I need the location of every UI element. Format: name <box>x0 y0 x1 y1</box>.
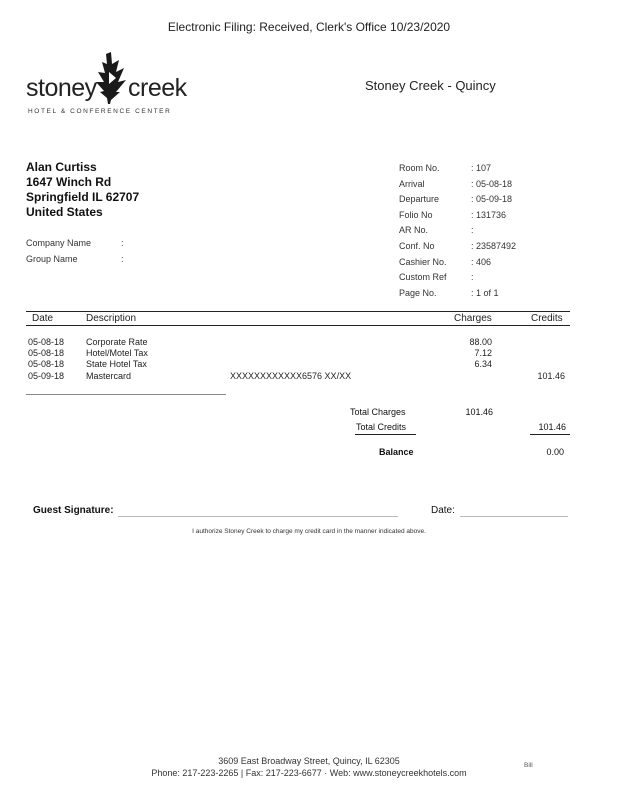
guest-signature-label: Guest Signature: <box>33 505 114 516</box>
row-charges: 6.34 <box>474 359 492 369</box>
info-label: Conf. No <box>399 240 435 251</box>
total-credits-value-underline <box>530 434 570 435</box>
group-name-row <box>26 254 124 264</box>
folio-info-row <box>399 270 516 286</box>
info-label: Arrival <box>399 178 425 189</box>
company-name-label: Company Name <box>26 238 92 248</box>
footer-contact: Phone: 217-223-2265 | Fax: 217-223-6677 · Web: www.stoneycreekhotels.com <box>151 768 467 778</box>
row-description: Mastercard <box>86 371 132 381</box>
company-name-separator: : <box>121 238 124 248</box>
folio-info-row <box>399 255 516 271</box>
company-name-row <box>26 238 124 248</box>
row-charges: 88.00 <box>469 337 492 347</box>
header-divider-top <box>26 311 570 312</box>
info-value: : <box>471 225 474 236</box>
folio-info-row <box>399 177 516 193</box>
column-header-charges: Charges <box>454 313 492 324</box>
column-header-description: Description <box>86 313 137 324</box>
info-value: : <box>471 272 474 283</box>
info-label: Custom Ref <box>399 272 447 283</box>
folio-info-row <box>399 239 516 255</box>
filing-stamp: Electronic Filing: Received, Clerk's Office 10/23/2020 <box>167 20 451 34</box>
total-credits-label: Total Credits <box>356 422 407 432</box>
total-charges-label: Total Charges <box>350 407 406 417</box>
info-label: Room No. <box>399 163 440 173</box>
group-name-label: Group Name <box>26 254 78 264</box>
row-date: 05-08-18 <box>28 337 65 347</box>
folio-info-row <box>399 223 516 239</box>
info-value: : 05-08-18 <box>471 178 513 189</box>
logo-subtitle: HOTEL & CONFERENCE CENTER <box>28 108 172 115</box>
row-description: Corporate Rate <box>86 337 148 347</box>
footer-mark: Bill <box>524 762 533 769</box>
table-row <box>28 371 570 383</box>
info-label: Departure <box>399 194 440 205</box>
guest-address-line2: Springfield IL 62707 <box>26 190 140 204</box>
folio-info-row <box>399 208 516 224</box>
folio-info-row <box>399 161 516 177</box>
row-description: Hotel/Motel Tax <box>86 348 148 358</box>
info-value: : 23587492 <box>471 240 517 251</box>
info-value: : 131736 <box>471 209 507 220</box>
info-value: : 406 <box>471 256 492 267</box>
row-date: 05-09-18 <box>28 371 65 381</box>
row-reference: XXXXXXXXXXXX6576 XX/XX <box>230 371 352 381</box>
balance-label: Balance <box>379 447 414 457</box>
total-charges-value: 101.46 <box>465 407 493 417</box>
row-date: 05-08-18 <box>28 348 65 358</box>
total-credits-underline <box>355 434 416 435</box>
info-value: : 05-09-18 <box>471 194 513 205</box>
table-row <box>28 359 570 371</box>
guest-name: Alan Curtiss <box>26 160 97 174</box>
signature-date-line <box>460 516 568 517</box>
info-label: Cashier No. <box>399 256 447 267</box>
folio-info-row <box>399 192 516 208</box>
group-name-separator: : <box>121 254 124 264</box>
guest-signature-line <box>118 516 398 517</box>
creek-tree-icon <box>94 52 128 104</box>
info-value: : 1 of 1 <box>471 287 499 298</box>
signature-date-label: Date: <box>431 505 455 516</box>
balance-value: 0.00 <box>546 447 564 457</box>
info-label: Page No. <box>399 287 437 298</box>
folio-info-block <box>399 161 516 301</box>
column-header-date: Date <box>32 313 54 324</box>
logo-word-right: creek <box>128 74 187 102</box>
guest-country: United States <box>26 205 103 219</box>
column-header-credits: Credits <box>531 313 563 324</box>
footer-address: 3609 East Broadway Street, Quincy, IL 62305 <box>218 756 400 766</box>
guest-address-block <box>26 160 139 220</box>
header-divider-bottom <box>26 325 570 326</box>
info-label: AR No. <box>399 225 429 236</box>
hotel-location: Stoney Creek - Quincy <box>365 78 496 93</box>
info-label: Folio No <box>399 209 433 220</box>
row-date: 05-08-18 <box>28 359 65 369</box>
authorization-statement: I authorize Stoney Creek to charge my credit card in the manner indicated above. <box>192 528 426 535</box>
row-description: State Hotel Tax <box>86 359 147 369</box>
guest-address-line1: 1647 Winch Rd <box>26 175 112 189</box>
row-credits: 101.46 <box>537 371 565 381</box>
table-end-divider <box>26 394 226 395</box>
logo-word-left: stoney <box>26 74 97 102</box>
hotel-logo <box>26 50 196 120</box>
info-value: : 107 <box>471 163 492 173</box>
total-credits-value: 101.46 <box>538 422 566 432</box>
folio-info-row <box>399 286 516 302</box>
row-charges: 7.12 <box>474 348 492 358</box>
